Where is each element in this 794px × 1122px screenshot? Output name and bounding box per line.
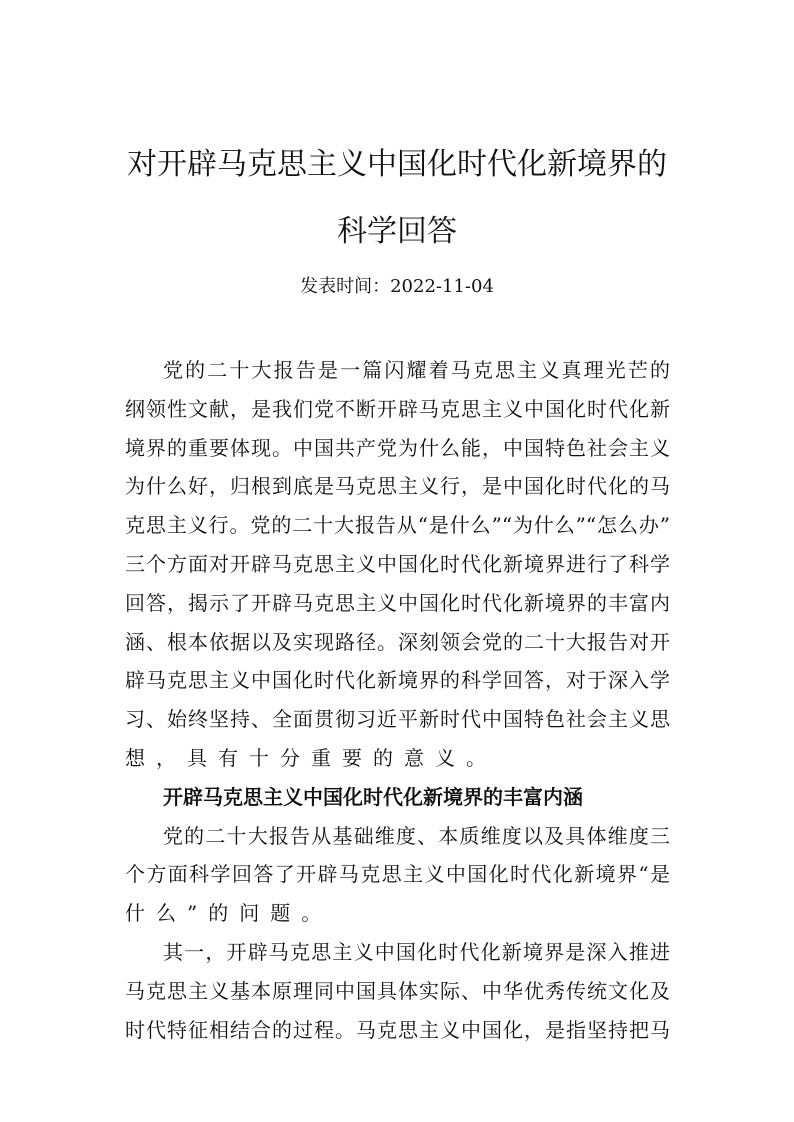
text-line: 涵、根本依据以及实现路径。深刻领会党的二十大报告对开: [125, 630, 670, 654]
section-heading: 开辟马克思主义中国化时代化新境界的丰富内涵: [163, 785, 583, 809]
text-line: 党的二十大报告是一篇闪耀着马克思主义真理光芒的: [163, 358, 670, 382]
text-line: 回答，揭示了开辟马克思主义中国化时代化新境界的丰富内: [125, 591, 670, 615]
text-line: 三个方面对开辟马克思主义中国化时代化新境界进行了科学: [125, 552, 670, 576]
document-title-line-2: 科学回答: [337, 214, 457, 249]
text-line: 为什么好，归根到底是马克思主义行，是中国化时代化的马: [125, 474, 670, 498]
text-line: 辟马克思主义中国化时代化新境界的科学回答，对于深入学: [125, 668, 670, 692]
text-line: 马克思主义基本原理同中国具体实际、中华优秀传统文化及: [125, 979, 670, 1003]
text-line: 个方面科学回答了开辟马克思主义中国化时代化新境界“是: [125, 862, 670, 886]
document-title-line-1: 对开辟马克思主义中国化时代化新境界的: [127, 147, 667, 182]
text-line: 境界的重要体现。中国共产党为什么能，中国特色社会主义: [125, 436, 670, 460]
text-line: 什么”的问题。: [125, 901, 333, 925]
text-line: 纲领性文献，是我们党不断开辟马克思主义中国化时代化新: [125, 397, 670, 421]
text-line: 党的二十大报告从基础维度、本质维度以及具体维度三: [163, 824, 670, 848]
text-line: 想，具有十分重要的意义。: [125, 746, 497, 770]
text-line: 克思主义行。党的二十大报告从“是什么”“为什么”“怎么办”: [125, 513, 670, 537]
publish-date: 发表时间：2022-11-04: [300, 276, 494, 297]
text-line: 其一，开辟马克思主义中国化时代化新境界是深入推进: [163, 940, 670, 964]
text-line: 时代特征相结合的过程。马克思主义中国化，是指坚持把马: [125, 1018, 670, 1042]
text-line: 习、始终坚持、全面贯彻习近平新时代中国特色社会主义思: [125, 707, 670, 731]
